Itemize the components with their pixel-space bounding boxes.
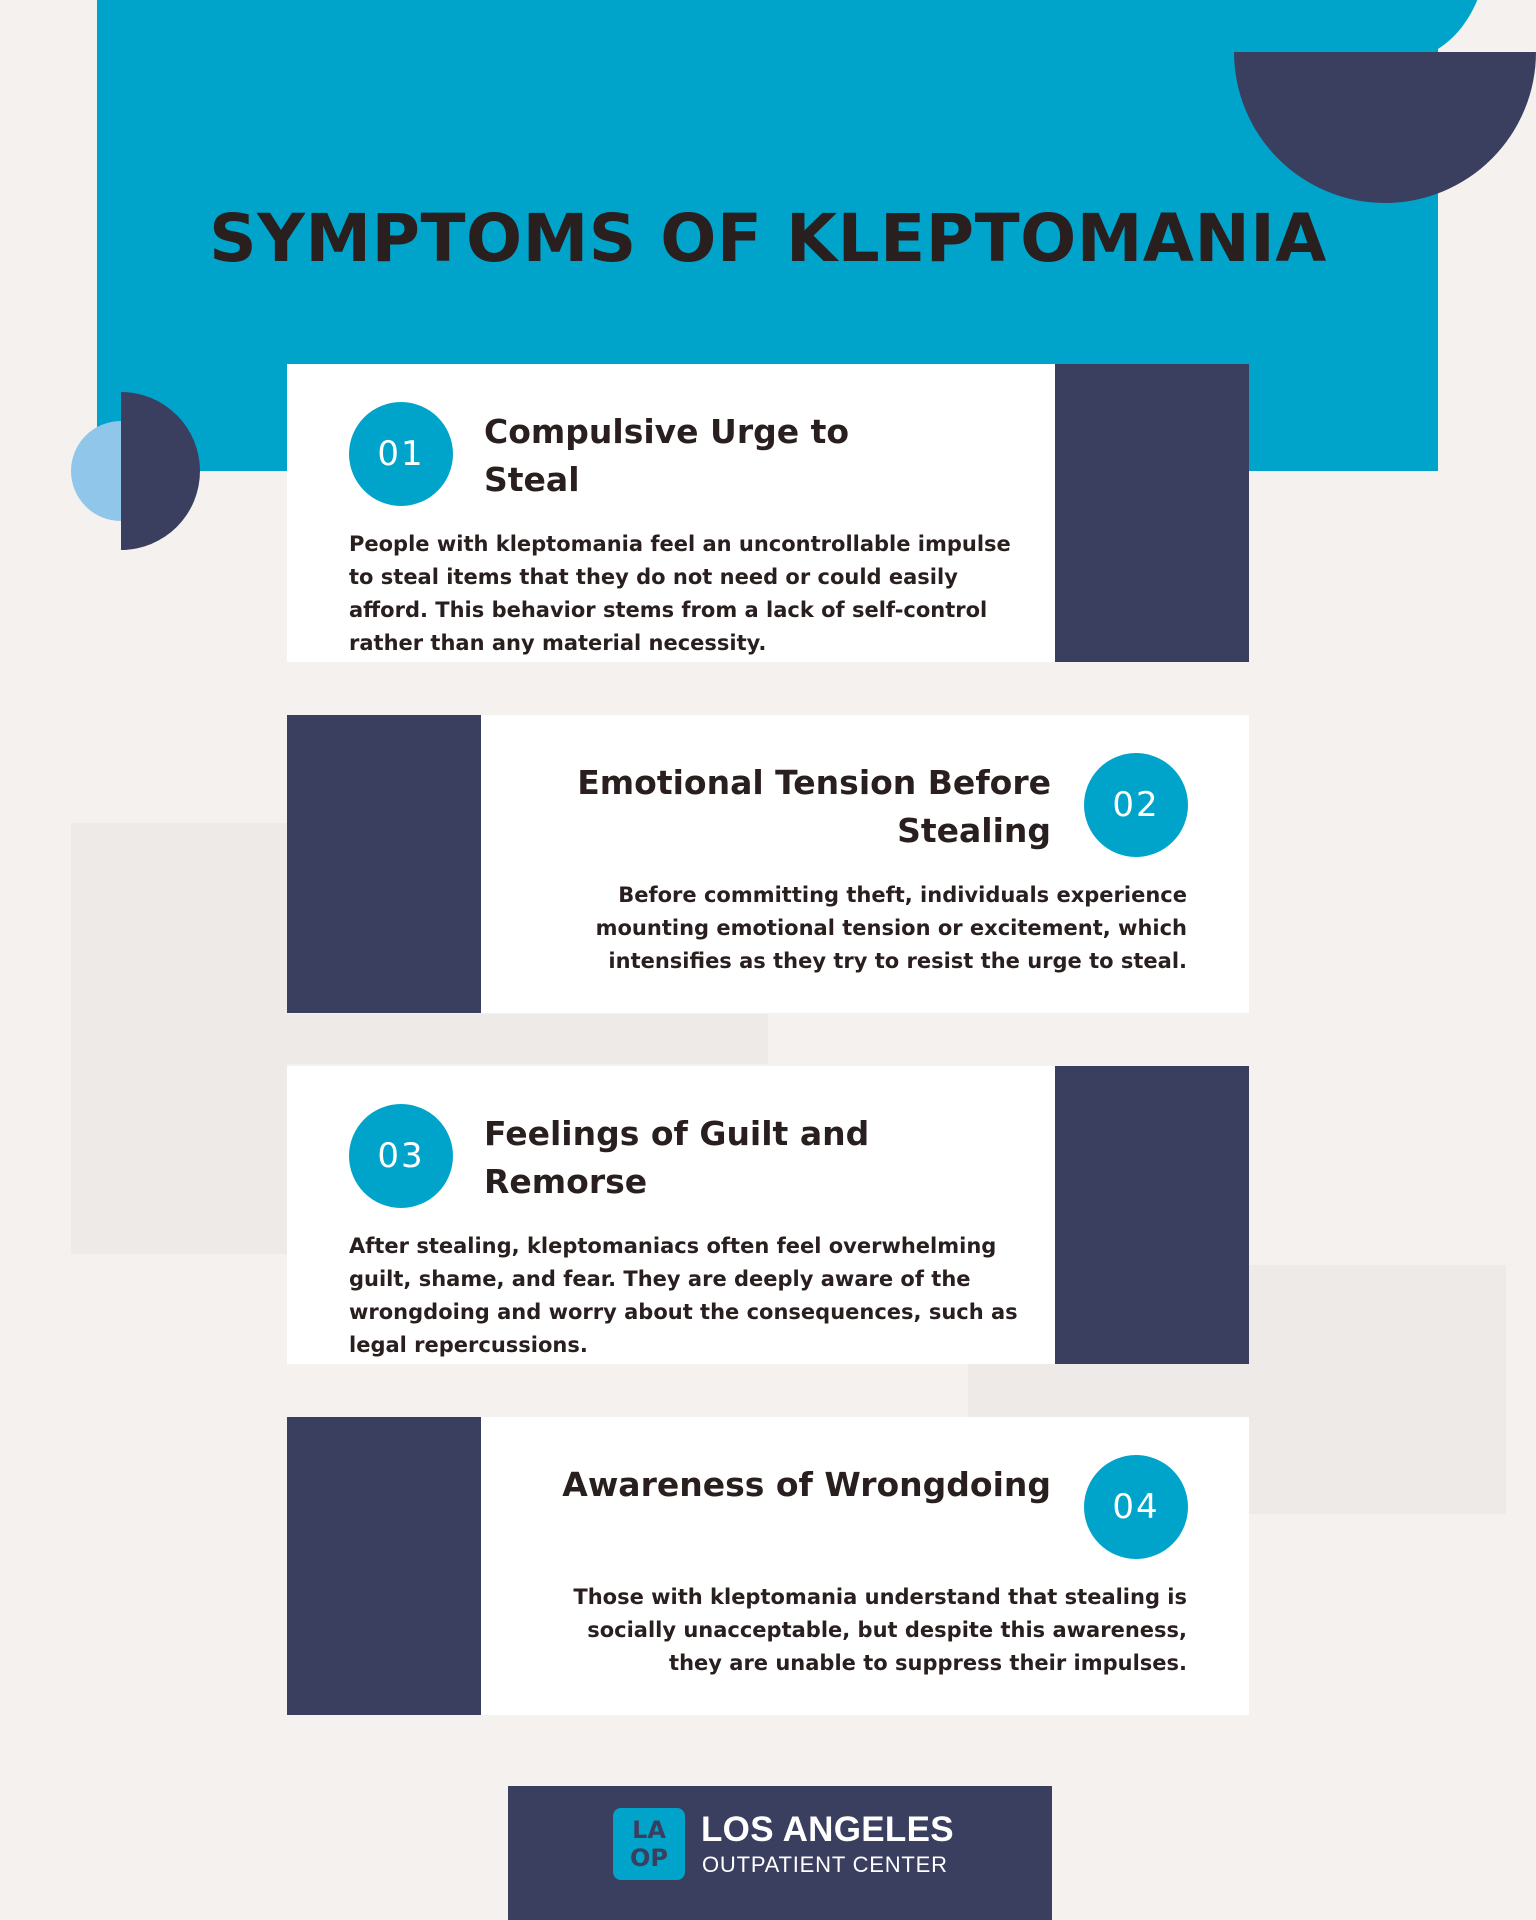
light-blue-half-circle-decoration <box>71 421 121 521</box>
number-badge: 01 <box>349 402 453 506</box>
navy-side-block <box>287 1417 481 1715</box>
number-badge: 03 <box>349 1104 453 1208</box>
page-title: SYMPTOMS OF KLEPTOMANIA <box>209 200 1327 277</box>
symptom-card-03 <box>287 1066 1249 1364</box>
brand-name: LOS ANGELES <box>701 1810 954 1849</box>
navy-side-block <box>1055 1066 1249 1364</box>
symptom-card-04 <box>287 1417 1249 1715</box>
symptom-card-01 <box>287 364 1249 662</box>
footer-brand-bar <box>508 1786 1052 1920</box>
navy-side-block <box>287 715 481 1013</box>
laop-logo-icon <box>613 1808 685 1880</box>
brand-subtitle: OUTPATIENT CENTER <box>702 1852 948 1877</box>
symptom-description: Before committing theft, individuals experience mounting emotional tension or excitement, which intensifies as they try to resist the urge to steal. <box>595 883 1187 973</box>
symptom-description: After stealing, kleptomaniacs often feel overwhelming guilt, shame, and fear. They are deeply aware of the wrongdoing and worry about the consequences, such as legal repercussions. <box>349 1234 1018 1357</box>
symptom-heading: Feelings of Guilt and Remorse <box>484 1114 870 1201</box>
symptom-description: People with kleptomania feel an uncontrollable impulse to steal items that they do not need or could easily afford. This behavior stems from a lack of self-control rather than any material necessity. <box>349 532 1011 655</box>
navy-side-block <box>1055 364 1249 662</box>
number-badge: 02 <box>1084 753 1188 857</box>
symptom-card-02 <box>287 715 1249 1013</box>
symptom-description: Those with kleptomania understand that stealing is socially unacceptable, but despite this awareness, they are unable to suppress their impulses. <box>573 1585 1187 1675</box>
logo-letters-top: LA <box>632 1816 666 1844</box>
symptom-heading: Emotional Tension Before Stealing <box>577 763 1051 850</box>
grey-block-decoration <box>71 823 287 1254</box>
grey-strip-decoration <box>287 1014 768 1064</box>
logo-letters-bottom: OP <box>630 1844 668 1872</box>
symptom-heading: Awareness of Wrongdoing <box>562 1465 1051 1504</box>
number-badge: 04 <box>1084 1455 1188 1559</box>
symptom-heading: Compulsive Urge to Steal <box>484 412 850 499</box>
